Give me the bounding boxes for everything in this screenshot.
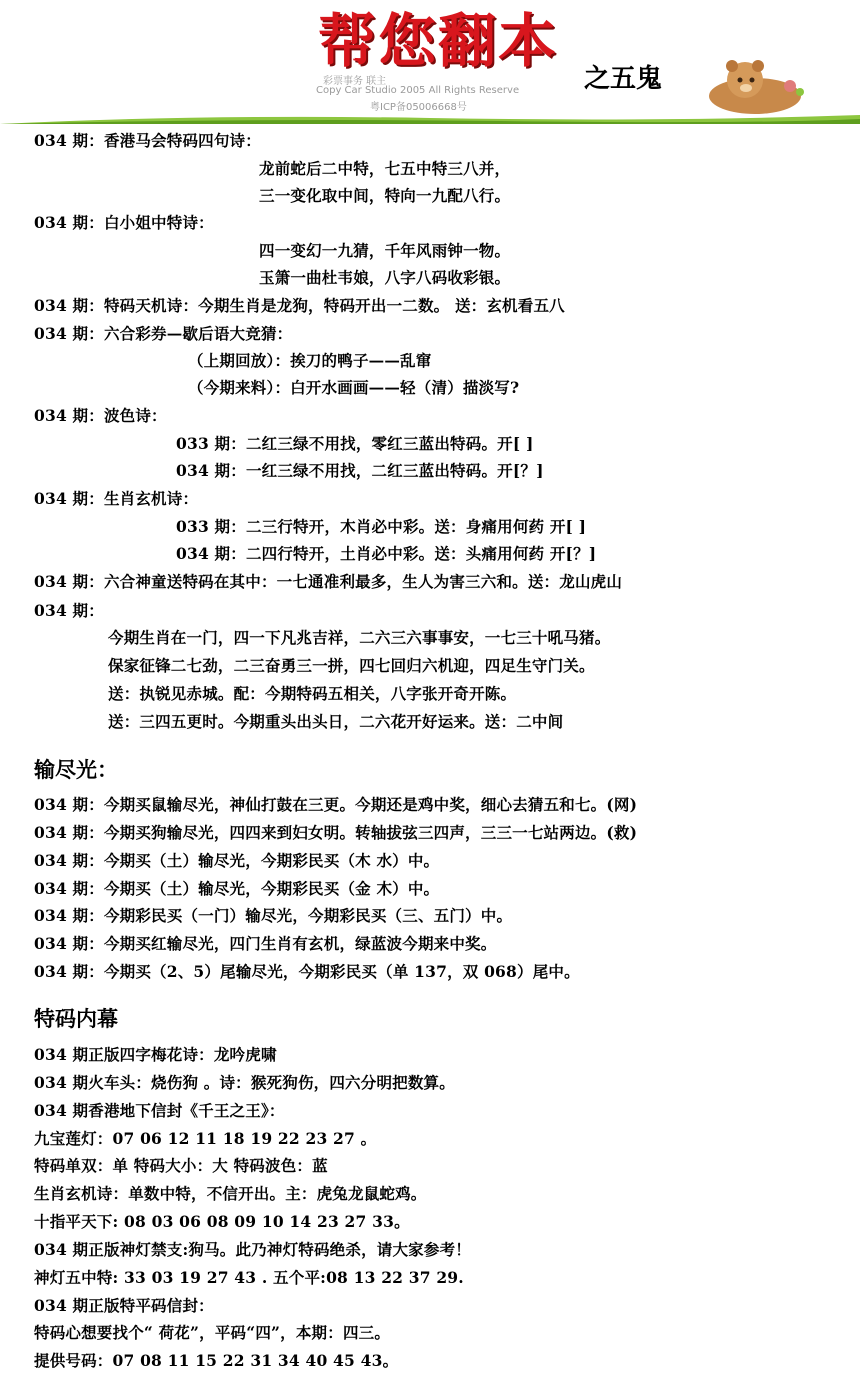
banner-faint-text-1: 彩票事务 联主 xyxy=(323,76,387,87)
inside-line: 034 期正版四字梅花诗：龙吟虎啸 xyxy=(34,1045,277,1064)
poem-line: 玉箫一曲杜韦娘，八字八码收彩银。 xyxy=(259,268,511,287)
poem-line: 今期生肖在一门，四一下凡兆吉祥，二六三六事事安，一七三十吼马猪。 xyxy=(108,628,611,647)
loss-line: 034 期：今期买鼠输尽光，神仙打鼓在三更。今期还是鸡中奖，细心去猜五和七。(网) xyxy=(34,795,638,814)
inside-line: 九宝莲灯：07 06 12 11 18 19 22 23 27 。 xyxy=(34,1129,377,1148)
inside-line: 十指平天下: 08 03 06 08 09 10 14 23 27 33。 xyxy=(34,1212,410,1231)
poem-line: 033 期：二三行特开，木肖必中彩。送：身痛用何药 开[ ] xyxy=(176,517,587,536)
loss-line: 034 期：今期买（2、5）尾输尽光，今期彩民买（单 137，双 068）尾中。 xyxy=(34,962,580,981)
poem-line: 034 期：一红三绿不用找，二红三蓝出特码。开[？] xyxy=(176,461,544,480)
banner-faint-text-2: Copy Car Studio 2005 All Rights Reserve xyxy=(316,85,520,96)
section-heading-inside: 特码内幕 xyxy=(34,1007,118,1031)
section-heading-loss: 输尽光： xyxy=(34,758,118,782)
inside-line: 034 期正版神灯禁支:狗马。此乃神灯特码绝杀，请大家参考！ xyxy=(34,1240,471,1259)
poem-line: （今期来料）：白开水画画——轻（清）描淡写? xyxy=(188,378,520,397)
poem-line: 034 期：生肖玄机诗： xyxy=(34,489,199,508)
poem-line: 034 期：六合神童送特码在其中：一七通准利最多，生人为害三六和。送：龙山虎山 xyxy=(34,572,623,591)
loss-line: 034 期：今期买（土）输尽光，今期彩民买（金 木）中。 xyxy=(34,879,440,898)
poem-line: （上期回放）：挨刀的鸭子——乱窜 xyxy=(188,351,432,370)
loss-line: 034 期：今期买（土）输尽光，今期彩民买（木 水）中。 xyxy=(34,851,440,870)
inside-line: 特码心想要找个“ 荷花”，平码“四”，本期：四三。 xyxy=(34,1323,391,1342)
poem-line: 034 期：六合彩券—歇后语大竞猜： xyxy=(34,324,293,343)
header-banner xyxy=(0,0,860,128)
grass-strip xyxy=(0,112,860,124)
poem-line: 三一变化取中间，特向一九配八行。 xyxy=(259,186,511,205)
inside-line: 提供号码：07 08 11 15 22 31 34 40 45 43。 xyxy=(34,1351,399,1370)
bear-illustration xyxy=(700,58,810,116)
inside-line: 034 期香港地下信封《千王之王》： xyxy=(34,1101,285,1120)
page-title: 帮您翻本 xyxy=(318,7,559,75)
poem-line: 034 期：香港马会特码四句诗： xyxy=(34,131,261,150)
inside-line: 034 期火车头：烧伤狗 。诗：猴死狗伤，四六分明把数算。 xyxy=(34,1073,455,1092)
poem-line: 四一变幻一九猜，千年风雨钟一物。 xyxy=(259,241,511,260)
poem-line: 034 期：特码天机诗：今期生肖是龙狗，特码开出一二数。 送：玄机看五八 xyxy=(34,296,565,315)
poem-line: 送：执锐见赤城。配：今期特码五相关，八字张开奇开陈。 xyxy=(108,684,517,703)
inside-line: 神灯五中特: 33 03 19 27 43 . 五个平:08 13 22 37 29. xyxy=(34,1268,464,1287)
loss-line: 034 期：今期彩民买（一门）输尽光，今期彩民买（三、五门）中。 xyxy=(34,906,513,925)
poem-line: 龙前蛇后二中特，七五中特三八并， xyxy=(259,159,511,178)
poem-line: 保家征锋二七劲，二三奋勇三一拼，四七回归六机迎，四足生守门关。 xyxy=(108,656,595,675)
poem-line: 送：三四五更时。今期重头出头日，二六花开好运来。送：二中间 xyxy=(108,712,564,731)
loss-line: 034 期：今期买狗输尽光，四四来到妇女明。转轴拔弦三四声，三三一七站两边。(救) xyxy=(34,823,638,842)
inside-line: 034 期正版特平码信封： xyxy=(34,1296,214,1315)
poem-line: 034 期：波色诗： xyxy=(34,406,167,425)
poem-line: 034 期： xyxy=(34,601,104,620)
poem-line: 034 期：二四行特开，土肖必中彩。送：头痛用何药 开[？] xyxy=(176,544,597,563)
loss-line: 034 期：今期买红输尽光，四门生肖有玄机，绿蓝波今期来中奖。 xyxy=(34,934,497,953)
banner-faint-text-3: 粤ICP备05006668号 xyxy=(370,102,467,113)
inside-line: 生肖玄机诗：单数中特，不信开出。主：虎兔龙鼠蛇鸡。 xyxy=(34,1184,427,1203)
poem-line: 033 期：二红三绿不用找，零红三蓝出特码。开[ ] xyxy=(176,434,534,453)
inside-line: 特码单双：单 特码大小：大 特码波色：蓝 xyxy=(34,1156,328,1175)
page-subtitle: 之五鬼 xyxy=(584,64,663,94)
poem-line: 034 期：白小姐中特诗： xyxy=(34,213,214,232)
